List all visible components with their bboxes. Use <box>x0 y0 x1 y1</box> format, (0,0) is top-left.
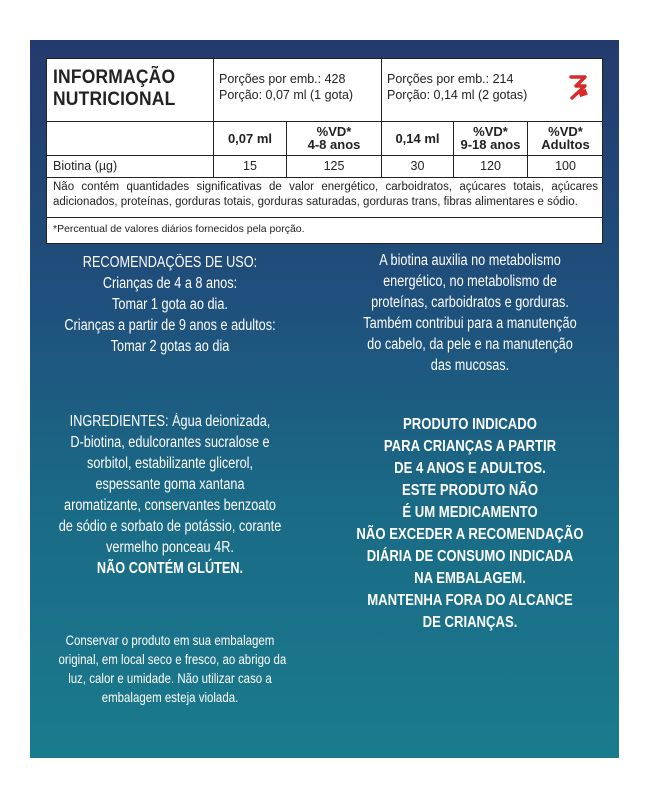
divider <box>47 217 602 218</box>
warning-line: MANTENHA FORA DO ALCANCE <box>367 592 573 609</box>
biotin-value-0-07ml: 15 <box>243 159 257 173</box>
storage-line: embalagem esteja violada. <box>101 689 239 705</box>
biotin-vd-4-8: 125 <box>323 159 345 173</box>
warning-line: NÃO EXCEDER A RECOMENDAÇÃO <box>356 526 584 543</box>
header-vd-9-18-line-2: 9-18 anos <box>460 137 521 152</box>
ingredient-line: INGREDIENTES: Água deionizada, <box>69 413 271 430</box>
nutrition-table <box>46 58 603 244</box>
benefit-line: Também contribui para a manutenção <box>363 315 577 332</box>
nutrition-title-line-1: INFORMAÇÃO <box>53 67 176 88</box>
header-vd-4-8-line-2: 4-8 anos <box>307 137 361 152</box>
ingredient-line: espessante goma xantana <box>95 476 245 493</box>
biotin-benefits <box>351 250 589 376</box>
warning-line: PARA CRIANÇAS A PARTIR <box>383 438 557 455</box>
portions-per-package-a: Porções por emb.: 428 <box>219 72 346 86</box>
header-vd-9-18-line-1: %VD* <box>473 124 508 139</box>
warning-line: DIÁRIA DE CONSUMO INDICADA <box>366 548 574 565</box>
nutrition-title <box>53 67 200 111</box>
header-0-14ml-text: 0,14 ml <box>395 130 440 146</box>
ingredient-line: sorbitol, estabilizante glicerol, <box>86 455 254 472</box>
benefit-line: proteínas, carboidratos e gorduras. <box>371 294 569 311</box>
recommendation-line: Tomar 2 gotas ao dia <box>110 338 230 355</box>
portions-per-package-b: Porções por emb.: 214 <box>387 72 514 86</box>
nutrition-title-line-2: NUTRICIONAL <box>53 89 176 110</box>
benefit-line: energético, no metabolismo de <box>383 273 557 290</box>
brand-logo-icon <box>565 73 591 101</box>
biotin-value-0-14ml: 30 <box>410 159 425 173</box>
header-vd-9-18 <box>454 121 527 155</box>
recommendation-line: RECOMENDAÇÕES DE USO: <box>82 254 258 271</box>
gluten-free-notice: NÃO CONTÉM GLÚTEN. <box>96 560 244 577</box>
ingredient-line: de sódio e sorbato de potássio, corante <box>58 518 282 535</box>
nutrition-header-row <box>47 59 602 122</box>
header-vd-adults-line-1: %VD* <box>548 124 583 139</box>
benefit-line: A biotina auxilia no metabolismo <box>379 252 561 269</box>
header-0-07ml <box>214 121 286 155</box>
recommendation-line: Crianças de 4 a 8 anos: <box>102 275 238 292</box>
warning-line: DE 4 ANOS E ADULTOS. <box>394 460 546 477</box>
warnings <box>355 414 585 634</box>
header-vd-4-8 <box>287 121 381 155</box>
header-0-14ml <box>382 121 453 155</box>
storage-line: luz, calor e umidade. Não utilizar caso a <box>68 670 272 686</box>
ingredient-line: D-biotina, edulcorantes sucralose e <box>70 434 270 451</box>
ingredient-line: aromatizante, conservantes benzoato <box>64 497 276 514</box>
warning-line: ESTE PRODUTO NÃO <box>401 482 539 499</box>
warning-line: DE CRIANÇAS. <box>422 614 518 631</box>
portion-info-a <box>219 71 353 103</box>
warning-line: É UM MEDICAMENTO <box>402 504 538 521</box>
nutrition-column-headers <box>47 121 602 156</box>
row-label-biotin: Biotina (µg) <box>53 159 118 173</box>
ingredients <box>58 411 281 579</box>
header-vd-adults-line-2: Adultos <box>541 137 590 152</box>
header-vd-adults <box>528 121 603 155</box>
biotin-vd-9-18: 120 <box>480 159 501 173</box>
recommendation-line: Tomar 1 gota ao dia. <box>112 296 228 313</box>
usage-recommendations <box>55 252 285 357</box>
storage-line: original, em local seco e fresco, ao abrigo da <box>58 651 287 667</box>
recommendation-line: Crianças a partir de 9 anos e adultos: <box>64 317 276 334</box>
ingredient-line: vermelho ponceau 4R. <box>106 539 234 556</box>
storage-instructions <box>58 631 287 707</box>
table-row <box>47 155 602 178</box>
header-vd-4-8-line-1: %VD* <box>316 124 352 139</box>
portion-size-b: Porção: 0,14 ml (2 gotas) <box>387 88 528 102</box>
benefit-line: das mucosas. <box>430 357 510 374</box>
benefit-line: do cabelo, da pele e na manutenção <box>367 336 573 353</box>
portion-info-b <box>387 71 527 103</box>
portion-size-a: Porção: 0,07 ml (1 gota) <box>219 88 354 102</box>
warning-line: PRODUTO INDICADO <box>403 416 537 433</box>
storage-line: Conservar o produto em sua embalagem <box>65 632 275 648</box>
biotin-vd-adults: 100 <box>555 159 576 173</box>
vd-footnote: *Percentual de valores diários fornecidos pela porção. <box>53 223 305 235</box>
nutrition-footnote: Não contém quantidades significativas de valor energético, carboidratos, açúcares totais, açúcares adicionados, proteínas, gorduras totais, gorduras saturadas, gorduras trans, fibras alimentares e sódio. <box>53 181 598 208</box>
warning-line: NA EMBALAGEM. <box>414 570 526 587</box>
header-0-07ml-text: 0,07 ml <box>227 130 273 146</box>
